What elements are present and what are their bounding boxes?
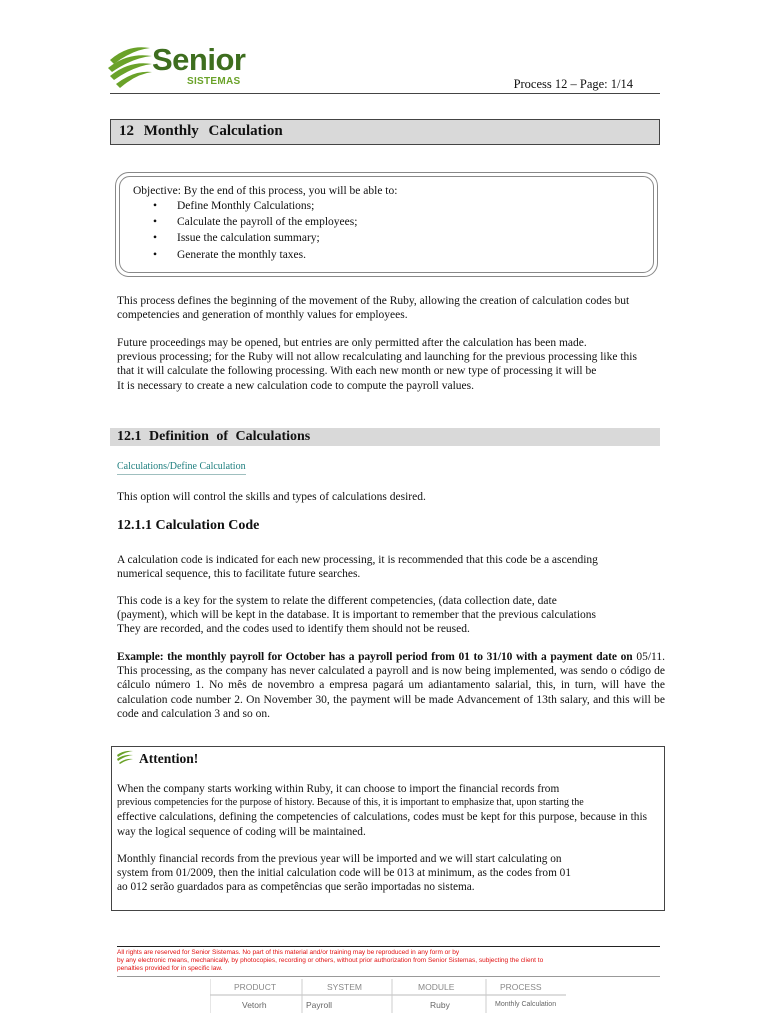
subsection-title: 12.1 Definition of Calculations — [117, 429, 311, 444]
footer-info-table — [210, 979, 566, 1013]
example-lead: Example: the monthly payroll for October has a payroll period from 01 to 31/10 with a payment date on — [117, 651, 633, 663]
objective-item: • Issue the calculation summary; — [153, 232, 320, 244]
objective-item: • Define Monthly Calculations; — [153, 200, 315, 212]
footer-header-product: PRODUCT — [234, 982, 277, 992]
footer-value-system: Payroll — [306, 1000, 332, 1010]
calc-code-paragraph: A calculation code is indicated for each new processing, it is recommended that this code be a ascending numerical sequence, this to facilitate future searches. — [117, 554, 598, 581]
calc-code-key-paragraph: This code is a key for the system to relate the different competencies, (data collection date, date (payment), which will be kept in the database. It is important to remember that the previous calculations They are recorded, and the codes used to identify them should not be reused. — [117, 595, 597, 636]
menu-path-link[interactable]: Calculations/Define Calculation — [117, 461, 246, 475]
attention-leaf-icon — [117, 750, 133, 764]
attention-paragraph-2: Monthly financial records from the previous year will be imported and we will start calculating on system from 01/2009, then the initial calculation code will be 013 at minimum, as the codes from 01 ao 012 serão guardados para as competências que serão importadas no sistema. — [117, 853, 571, 894]
future-paragraph: Future proceedings may be opened, but entries are only permitted after the calculation has been made. previous processing; for the Ruby will not allow recalculating and launching for the previous processing like this that it will calculate the following processing. With each new month or new type of processing it will be It is necessary to create a new calculation code to compute the payroll values. — [117, 337, 637, 392]
attention-title: Attention! — [139, 751, 199, 766]
example-body: 05/11. This processing, as the company has never calculated a payroll and is now being implemented, was sendo o código de cálculo número 1. No mês de novembro a empresa pagará um adiantamento salarial, this, in turn, will have the calculation code number 2. On November 30, the payment will be made Advancement of 13th salary, and this will be code and calculation 3 and so on. — [117, 651, 665, 720]
section-title-box — [110, 119, 660, 145]
footer-value-product: Vetorh — [242, 1000, 267, 1010]
page-reference: Process 12 – Page: 1/14 — [513, 77, 633, 91]
header-divider — [110, 93, 660, 94]
logo-wordmark: Senior — [152, 42, 246, 77]
objective-item: • Calculate the payroll of the employees; — [153, 216, 358, 228]
footer-header-module: MODULE — [418, 982, 455, 992]
example-paragraph — [117, 650, 665, 721]
footer-value-process: Monthly Calculation — [495, 1001, 557, 1008]
footer-divider — [117, 946, 660, 947]
footer-divider-2 — [117, 976, 660, 977]
footer-header-process: PROCESS — [500, 982, 542, 992]
subsection-title-box — [110, 428, 660, 446]
definition-description: This option will control the skills and types of calculations desired. — [117, 491, 426, 503]
intro-paragraph: This process defines the beginning of the movement of the Ruby, allowing the creation of calculation codes but competencies and generation of monthly values for employees. — [117, 295, 630, 322]
subsubsection-title: 12.1.1 Calculation Code — [117, 518, 260, 533]
objective-item: • Generate the monthly taxes. — [153, 249, 307, 261]
footer-value-module: Ruby — [430, 1000, 450, 1010]
section-title: 12 Monthly Calculation — [119, 123, 283, 139]
copyright-notice: All rights are reserved for Senior Sistemas. No part of this material and/or training may be reproduced in any form or by by any electronic means, mechanically, by photocopies, recording or others, without prior authorization from Senior Sistemas, subjecting the client to penalties provided for in specific law. — [117, 949, 544, 972]
attention-paragraph-1: When the company starts working within Ruby, it can choose to import the financial records from previous competencies for the purpose of history. Because of this, it is important to emphasize that, upon starting the effective calculations, defining the competencies of calculations, codes must be kept for this purpose, because in this way the logical sequence of coding will be maintained. — [117, 783, 647, 838]
objective-intro: Objective: By the end of this process, you will be able to: — [133, 185, 398, 197]
logo-subtitle: SISTEMAS — [187, 76, 241, 87]
footer-header-system: SYSTEM — [327, 982, 362, 992]
